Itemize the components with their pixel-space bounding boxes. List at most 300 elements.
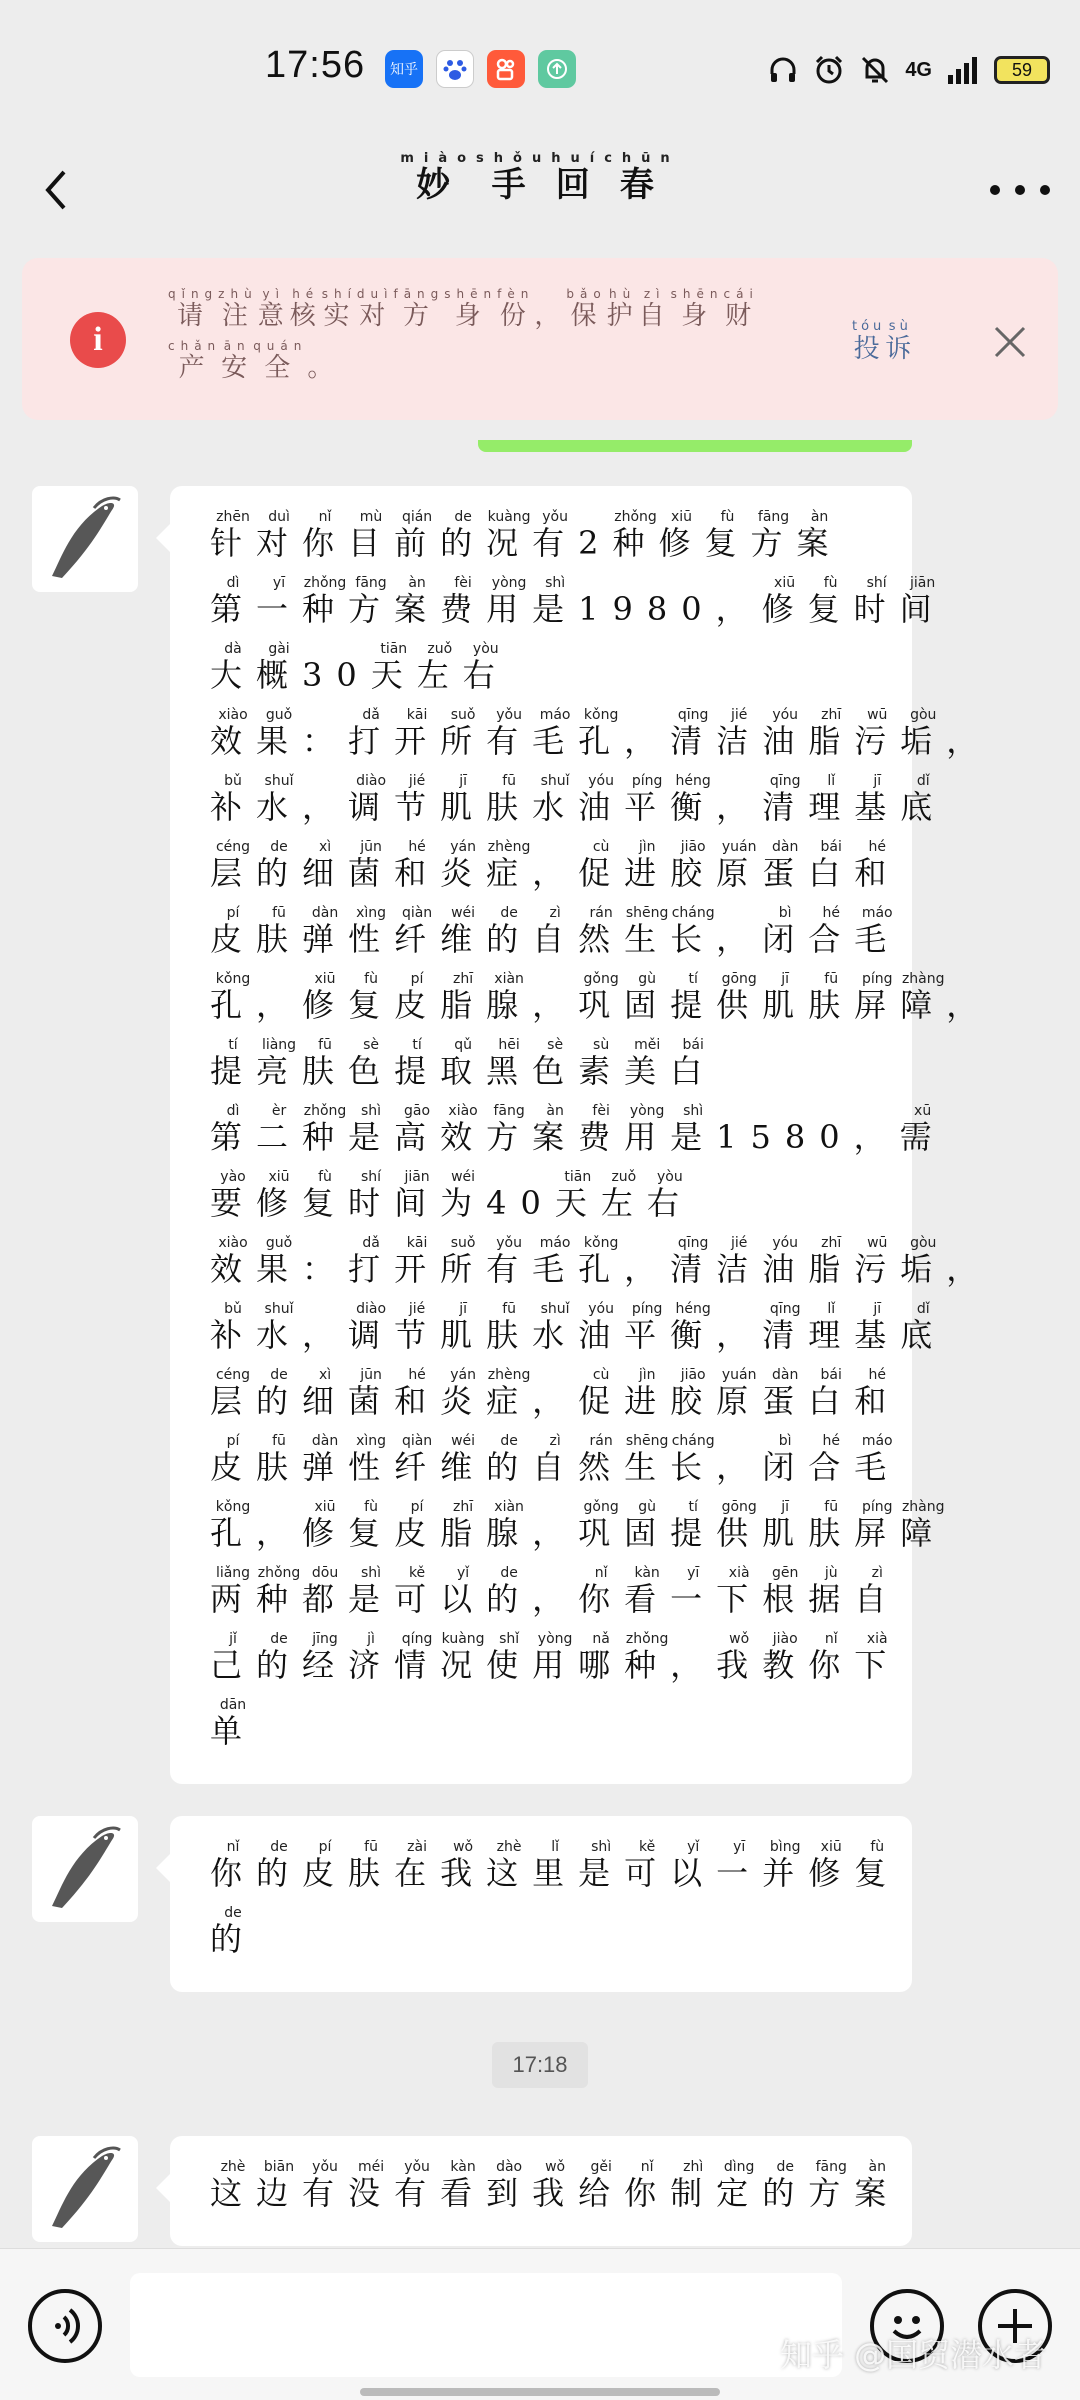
pinyin-char — [440, 509, 487, 562]
message-line — [210, 1906, 872, 1972]
hanzi: 以 — [440, 1580, 487, 1618]
pinyin-char — [440, 1367, 487, 1420]
hanzi: 方 — [750, 524, 797, 562]
pinyin-char — [256, 575, 303, 628]
hanzi: 腺 — [486, 986, 533, 1024]
hanzi: 亮 — [256, 1052, 303, 1090]
hanzi: 护 — [606, 301, 639, 331]
hanzi: 自 — [854, 1580, 901, 1618]
hanzi: 肤 — [348, 1854, 395, 1892]
pinyin: gài — [256, 641, 303, 657]
pinyin-char — [532, 1580, 578, 1618]
pinyin-char — [808, 1839, 855, 1892]
hanzi: 1580， — [716, 1118, 900, 1156]
pinyin: jī — [762, 971, 809, 987]
pinyin-char — [394, 1433, 441, 1486]
more-button[interactable] — [990, 170, 1050, 210]
hanzi: 白 — [808, 854, 855, 892]
pinyin-char — [348, 1631, 395, 1684]
pinyin-char — [348, 1103, 395, 1156]
hanzi: 保 — [566, 301, 607, 331]
hanzi: 安 — [221, 353, 254, 383]
pinyin-char — [624, 971, 671, 1024]
pinyin-char — [716, 839, 763, 892]
pinyin-char — [670, 1235, 717, 1288]
dot-icon — [1040, 185, 1050, 195]
pinyin: pí — [210, 905, 256, 921]
pinyin: de — [486, 1565, 533, 1581]
hanzi: 皮 — [210, 920, 257, 958]
pinyin-char — [716, 1316, 762, 1354]
hanzi: 色 — [348, 1052, 395, 1090]
pinyin: píng — [624, 1301, 671, 1317]
pinyin: píng — [624, 773, 671, 789]
pinyin: dìng — [716, 2159, 763, 2175]
pinyin-char — [210, 1301, 257, 1354]
hanzi: 屏 — [854, 986, 901, 1024]
pinyin-char — [394, 1103, 441, 1156]
hanzi: 平 — [624, 788, 671, 826]
hanzi: 白 — [808, 1382, 855, 1420]
pinyin-char — [854, 1631, 901, 1684]
pinyin: kuàng — [486, 509, 533, 525]
hanzi: 巩 — [578, 986, 625, 1024]
hanzi: 修 — [302, 986, 349, 1024]
pinyin-char — [670, 1433, 717, 1486]
hanzi: 维 — [440, 920, 487, 958]
status-time: 17:56 — [265, 44, 366, 86]
pinyin-char — [210, 1565, 257, 1618]
pinyin-char — [532, 773, 579, 826]
hanzi: ， — [302, 1316, 349, 1354]
hanzi: 脂 — [440, 986, 487, 1024]
hanzi: ， — [532, 1382, 579, 1420]
pinyin-char — [854, 1301, 901, 1354]
pinyin-char — [348, 2159, 395, 2212]
hanzi: ， — [716, 920, 763, 958]
pinyin-char — [440, 773, 487, 826]
pinyin: jīng — [302, 1631, 349, 1647]
pinyin-char — [210, 1697, 257, 1750]
pinyin-char — [348, 905, 395, 958]
hanzi: 的 — [486, 1580, 533, 1618]
pinyin-char — [578, 1631, 625, 1684]
avatar[interactable] — [32, 486, 138, 592]
hanzi: 复 — [704, 524, 751, 562]
pinyin: fū — [808, 971, 855, 987]
pinyin: de — [762, 2159, 809, 2175]
pinyin-char — [256, 1103, 303, 1156]
hanzi: 菌 — [348, 1382, 395, 1420]
pinyin: shuǐ — [256, 773, 303, 789]
pinyin-char — [393, 287, 445, 331]
pinyin: de — [256, 1367, 303, 1383]
pinyin: tí — [670, 971, 717, 987]
hanzi: 方 — [393, 301, 445, 331]
pinyin: zhèng — [486, 1367, 533, 1383]
hanzi: 垢 — [900, 722, 947, 760]
pinyin-char — [486, 1301, 533, 1354]
pinyin: kǒng — [210, 1499, 256, 1515]
pinyin: shēng — [624, 905, 671, 921]
pinyin-char — [624, 1565, 671, 1618]
pinyin: jié — [394, 773, 441, 789]
pinyin: chūn — [604, 151, 680, 166]
hanzi: 前 — [394, 524, 441, 562]
pinyin: dàn — [762, 839, 809, 855]
hanzi: 水 — [256, 788, 303, 826]
hanzi: 腺 — [486, 1514, 533, 1552]
pinyin-char — [808, 773, 855, 826]
pinyin-char — [762, 707, 809, 760]
previous-sent-bubble[interactable] — [478, 440, 912, 452]
pinyin-char — [210, 1037, 257, 1090]
pinyin: shuǐ — [532, 773, 579, 789]
message-bubble[interactable] — [170, 2136, 912, 2246]
dot-icon — [990, 185, 1000, 195]
complain-link[interactable] — [852, 320, 915, 365]
pinyin: de — [486, 905, 533, 921]
hanzi: 和 — [854, 1382, 901, 1420]
pinyin: fù — [807, 575, 854, 591]
pinyin-char — [302, 1316, 348, 1354]
pinyin: dàn — [762, 1367, 809, 1383]
pinyin: xiū — [256, 1169, 303, 1185]
pinyin-char — [624, 1499, 671, 1552]
pinyin-char — [440, 1631, 487, 1684]
pinyin-char — [210, 1631, 257, 1684]
hanzi: 核 — [289, 301, 322, 331]
pinyin: zhǒng — [302, 575, 349, 591]
hanzi: 用 — [624, 1118, 671, 1156]
pinyin: yuán — [716, 1367, 763, 1383]
pinyin: jiào — [762, 1631, 809, 1647]
hanzi: 果 — [256, 1250, 303, 1288]
pinyin-char — [762, 2159, 809, 2212]
hanzi: 在 — [394, 1854, 441, 1892]
pinyin: qīng — [762, 773, 809, 789]
pinyin: pí — [394, 1499, 441, 1515]
hanzi: 基 — [854, 788, 901, 826]
hanzi: 看 — [624, 1580, 671, 1618]
pinyin-char — [302, 575, 349, 628]
pinyin: xiū — [808, 1839, 855, 1855]
pinyin: àn — [532, 1103, 579, 1119]
pinyin: shí — [853, 575, 900, 591]
pinyin-char — [716, 1448, 762, 1486]
hanzi: 脂 — [440, 1514, 487, 1552]
hanzi: 没 — [348, 2174, 395, 2212]
voice-input-button[interactable] — [28, 2289, 102, 2363]
hanzi: 经 — [302, 1646, 349, 1684]
hanzi: 底 — [900, 1316, 947, 1354]
hanzi: ， — [716, 1448, 763, 1486]
hanzi: 平 — [624, 1316, 671, 1354]
pinyin-char — [808, 905, 855, 958]
pinyin: àn — [394, 575, 441, 591]
pinyin: cái — [723, 287, 759, 301]
hanzi: 并 — [762, 1854, 809, 1892]
hanzi: 效 — [210, 722, 257, 760]
hanzi: 的 — [256, 1646, 303, 1684]
pinyin: sù — [578, 1037, 625, 1053]
hanzi: 你 — [808, 1646, 855, 1684]
hanzi: 你 — [624, 2174, 671, 2212]
pinyin: zhì — [670, 2159, 717, 2175]
pinyin: bǔ — [210, 773, 257, 789]
pinyin-char — [476, 151, 552, 205]
hanzi: 合 — [808, 920, 855, 958]
hanzi: 复 — [807, 590, 854, 628]
hanzi: ， — [532, 854, 579, 892]
hanzi: 右 — [462, 656, 509, 694]
pinyin-char — [762, 971, 809, 1024]
hanzi: 费 — [440, 590, 487, 628]
pinyin: yǒu — [394, 2159, 441, 2175]
hanzi: 你 — [578, 1580, 625, 1618]
pinyin-char — [762, 1433, 809, 1486]
pinyin-char — [853, 575, 900, 628]
hanzi: 复 — [302, 1184, 349, 1222]
pinyin: yóu — [762, 1235, 809, 1251]
pinyin: zhī — [440, 971, 487, 987]
pinyin: wū — [854, 707, 901, 723]
message-bubble[interactable] — [170, 486, 993, 1784]
pinyin-char — [256, 905, 303, 958]
hanzi: 细 — [302, 854, 349, 892]
hanzi: 效 — [210, 1250, 257, 1288]
hanzi: 教 — [762, 1646, 809, 1684]
hanzi: 要 — [210, 1184, 257, 1222]
hanzi: 案 — [394, 590, 441, 628]
pinyin: yǒu — [532, 509, 579, 525]
pinyin-char — [716, 920, 762, 958]
pinyin: fū — [256, 1433, 303, 1449]
hanzi: 修 — [658, 524, 705, 562]
hanzi: ， — [624, 722, 671, 760]
pinyin: shì — [348, 1103, 395, 1119]
pinyin: jūn — [348, 839, 395, 855]
pinyin-char — [762, 1631, 809, 1684]
pinyin: shēn — [444, 287, 498, 301]
pinyin: quán — [253, 339, 308, 353]
pinyin: wéi — [440, 1169, 487, 1185]
hanzi: 1980， — [578, 590, 762, 628]
pinyin: yǐ — [670, 1839, 717, 1855]
message-line — [210, 1631, 901, 1698]
pinyin-char — [486, 1433, 533, 1486]
pinyin: fū — [348, 1839, 395, 1855]
hanzi: 是 — [348, 1118, 395, 1156]
hanzi: ， — [670, 1646, 717, 1684]
pinyin-char — [532, 1301, 579, 1354]
pinyin: fāng — [348, 575, 395, 591]
pinyin: zhè — [210, 2159, 256, 2175]
pinyin-char — [532, 854, 578, 892]
pinyin: yuán — [716, 839, 763, 855]
hanzi: 层 — [210, 854, 257, 892]
pinyin: àn — [796, 509, 843, 525]
hanzi: 节 — [394, 788, 441, 826]
pinyin: xià — [716, 1565, 763, 1581]
hanzi: 间 — [899, 590, 946, 628]
hanzi: 高 — [394, 1118, 441, 1156]
message-line — [210, 642, 872, 708]
pinyin-char — [394, 2159, 441, 2212]
hanzi: ， — [946, 986, 993, 1024]
pinyin-char — [761, 575, 808, 628]
pinyin-char — [302, 1839, 349, 1892]
hanzi: 己 — [210, 1646, 257, 1684]
pinyin: máo — [854, 1433, 901, 1449]
pinyin-char — [762, 905, 809, 958]
pinyin-char — [899, 1103, 946, 1156]
pinyin-char — [348, 1565, 395, 1618]
pinyin-char — [302, 839, 349, 892]
pinyin: cháng — [670, 905, 717, 921]
hanzi: 下 — [854, 1646, 901, 1684]
pinyin-char — [370, 641, 417, 694]
close-banner-button[interactable] — [986, 318, 1034, 366]
pinyin: píng — [854, 971, 901, 987]
pinyin-char — [854, 1499, 901, 1552]
pinyin-char — [600, 1169, 647, 1222]
hanzi: 一 — [670, 1580, 717, 1618]
pinyin: cù — [578, 1367, 625, 1383]
pinyin-char — [900, 1499, 947, 1552]
hanzi: 2 — [578, 524, 613, 562]
hanzi: 。 — [307, 353, 340, 383]
pinyin-char — [440, 1499, 487, 1552]
hanzi: 皮 — [394, 986, 441, 1024]
hanzi: 固 — [624, 986, 671, 1024]
message-input[interactable] — [130, 2273, 842, 2377]
input-bar — [0, 2248, 1080, 2400]
pinyin: wū — [854, 1235, 901, 1251]
pinyin: jī — [854, 773, 901, 789]
pinyin-char — [716, 1631, 763, 1684]
pinyin-char — [670, 773, 717, 826]
hanzi: 有 — [302, 2174, 349, 2212]
hanzi: 到 — [486, 2174, 533, 2212]
hanzi: 理 — [808, 788, 855, 826]
pinyin: jiāo — [670, 1367, 717, 1383]
hanzi: 肤 — [486, 788, 533, 826]
hanzi: 层 — [210, 1382, 257, 1420]
hanzi: 污 — [854, 1250, 901, 1288]
pinyin-char — [578, 1433, 625, 1486]
pinyin: zuǒ — [600, 1169, 647, 1185]
pinyin-char — [807, 575, 854, 628]
pinyin-char — [210, 1367, 257, 1420]
hanzi: 理 — [808, 1316, 855, 1354]
pinyin: shì — [670, 1103, 717, 1119]
pinyin-char — [256, 1565, 303, 1618]
pinyin: jù — [808, 1565, 855, 1581]
pinyin: de — [256, 1631, 303, 1647]
pinyin: mù — [348, 509, 395, 525]
hanzi: 实 — [321, 301, 357, 331]
pinyin-char — [302, 971, 349, 1024]
hanzi: 供 — [716, 1514, 763, 1552]
pinyin: yī — [670, 1565, 717, 1581]
headphones-icon — [767, 54, 799, 86]
pinyin: zhǒng — [256, 1565, 303, 1581]
pinyin: èr — [256, 1103, 303, 1119]
pinyin: zhǒng — [612, 509, 659, 525]
pinyin-char — [854, 905, 901, 958]
pinyin: bìng — [762, 1839, 809, 1855]
hanzi: 手 — [476, 165, 552, 205]
pinyin-char — [762, 1839, 809, 1892]
pinyin-char — [497, 287, 535, 331]
pinyin-char — [716, 707, 763, 760]
hanzi: 肤 — [486, 1316, 533, 1354]
pinyin: gòu — [900, 1235, 947, 1251]
pinyin-char — [578, 524, 612, 562]
avatar[interactable] — [32, 1816, 138, 1922]
pinyin: dào — [486, 2159, 533, 2175]
pinyin-char — [532, 1631, 579, 1684]
hanzi: 制 — [670, 2174, 717, 2212]
message-bubble[interactable] — [170, 1816, 912, 1992]
hanzi: 的 — [486, 920, 533, 958]
pinyin-char — [808, 1565, 855, 1618]
home-indicator[interactable] — [360, 2388, 720, 2396]
message-line — [210, 510, 872, 576]
pinyin: xiàn — [486, 1499, 533, 1515]
pinyin-char — [302, 722, 348, 760]
pinyin: xū — [899, 1103, 946, 1119]
hanzi: 所 — [440, 722, 487, 760]
pinyin-char — [532, 986, 578, 1024]
hanzi: ， — [532, 1580, 579, 1618]
hanzi: 定 — [716, 2174, 763, 2212]
pinyin: dǐ — [900, 1301, 947, 1317]
pinyin: jǐ — [210, 1631, 256, 1647]
pinyin-char — [253, 339, 308, 383]
pinyin-char — [716, 1367, 763, 1420]
pinyin: kāi — [394, 707, 441, 723]
pinyin-char — [256, 1367, 303, 1420]
hanzi: 右 — [646, 1184, 693, 1222]
pinyin-char — [578, 839, 625, 892]
message-line — [210, 1301, 947, 1368]
pinyin: bì — [762, 905, 809, 921]
avatar[interactable] — [32, 2136, 138, 2242]
pinyin: fāng — [393, 287, 445, 301]
pinyin: jiān — [899, 575, 946, 591]
hanzi: 肤 — [256, 1448, 303, 1486]
message-line — [210, 575, 946, 642]
pinyin-char — [750, 509, 797, 562]
hanzi: 你 — [302, 524, 349, 562]
pinyin-char — [578, 1301, 625, 1354]
hanzi: 和 — [394, 854, 441, 892]
pinyin: gěi — [578, 2159, 625, 2175]
hanzi: 这 — [486, 1854, 533, 1892]
pinyin-char — [440, 1839, 487, 1892]
hanzi: ， — [716, 788, 763, 826]
pinyin: yòu — [646, 1169, 693, 1185]
pinyin-char — [578, 1839, 625, 1892]
pinyin: dì — [210, 575, 256, 591]
pinyin-char — [624, 1367, 671, 1420]
pinyin: zhù — [218, 287, 258, 301]
pinyin: kāi — [394, 1235, 441, 1251]
hanzi: 财 — [723, 301, 759, 331]
pinyin: de — [486, 1433, 533, 1449]
